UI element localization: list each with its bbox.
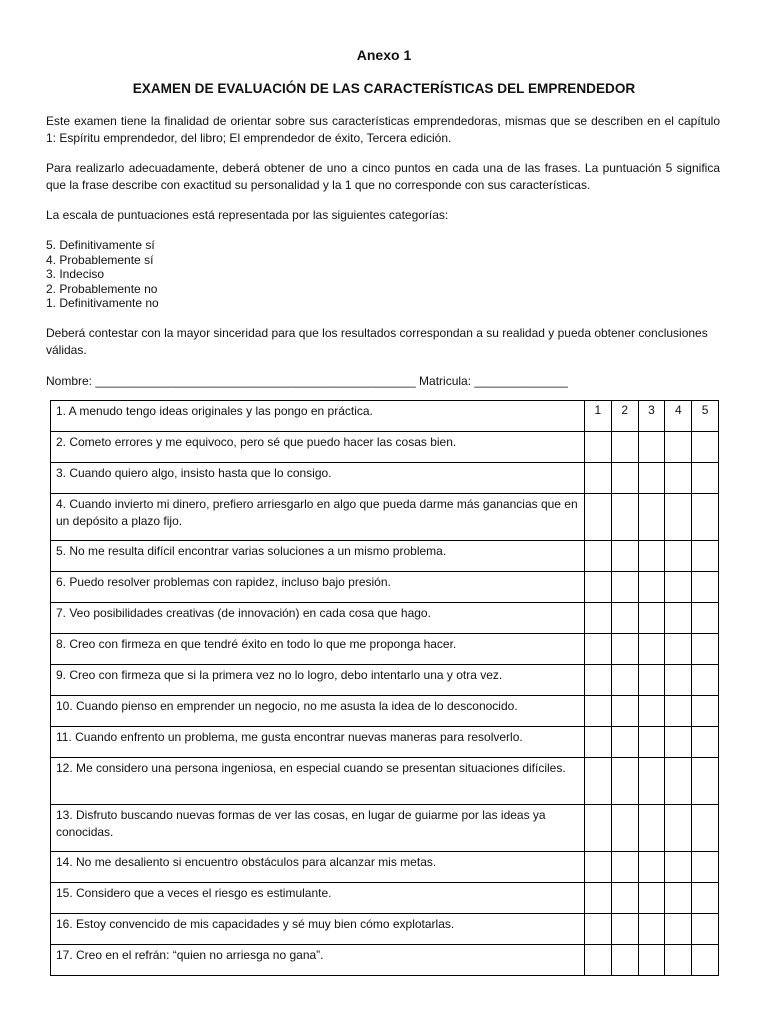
score-cell[interactable] bbox=[585, 945, 612, 976]
score-cell[interactable] bbox=[585, 914, 612, 945]
score-cell[interactable] bbox=[692, 494, 719, 541]
score-cell[interactable] bbox=[638, 665, 665, 696]
score-cell[interactable] bbox=[611, 852, 638, 883]
score-cell[interactable] bbox=[585, 696, 612, 727]
score-cell[interactable] bbox=[585, 432, 612, 463]
score-cell[interactable] bbox=[611, 727, 638, 758]
score-cell[interactable] bbox=[692, 852, 719, 883]
score-cell[interactable] bbox=[585, 634, 612, 665]
score-cell[interactable] bbox=[611, 463, 638, 494]
score-cell[interactable] bbox=[638, 432, 665, 463]
score-cell[interactable] bbox=[665, 665, 692, 696]
score-cell[interactable] bbox=[611, 494, 638, 541]
score-cell[interactable] bbox=[638, 696, 665, 727]
score-cell[interactable] bbox=[665, 432, 692, 463]
score-cell[interactable] bbox=[585, 603, 612, 634]
table-row bbox=[51, 805, 719, 852]
table-row bbox=[51, 696, 719, 727]
table-row bbox=[51, 603, 719, 634]
intro-paragraph-1: Este examen tiene la finalidad de orientar sobre sus características emprendedoras, mismas que se describen en el capítulo 1: Espíritu emprendedor, del libro; El emprendedor de éxito, Tercera edición. bbox=[46, 114, 720, 145]
score-cell[interactable] bbox=[692, 914, 719, 945]
question-cell: 16. Estoy convencido de mis capacidades y sé muy bien cómo explotarlas. bbox=[51, 914, 585, 945]
score-header-cell: 4 bbox=[665, 401, 692, 432]
nombre-label: Nombre: bbox=[46, 374, 96, 388]
score-header-cell: 2 bbox=[611, 401, 638, 432]
exam-table bbox=[50, 400, 719, 976]
score-cell[interactable] bbox=[611, 696, 638, 727]
score-cell[interactable] bbox=[638, 603, 665, 634]
score-cell[interactable] bbox=[611, 665, 638, 696]
table-row bbox=[51, 665, 719, 696]
score-cell[interactable] bbox=[638, 805, 665, 852]
scale-item: 3. Indeciso bbox=[46, 267, 105, 282]
score-cell[interactable] bbox=[692, 541, 719, 572]
score-cell[interactable] bbox=[665, 634, 692, 665]
score-cell[interactable] bbox=[611, 572, 638, 603]
score-cell[interactable] bbox=[585, 665, 612, 696]
score-cell[interactable] bbox=[665, 494, 692, 541]
score-cell[interactable] bbox=[585, 852, 612, 883]
score-cell[interactable] bbox=[585, 541, 612, 572]
score-cell[interactable] bbox=[665, 603, 692, 634]
question-cell: 11. Cuando enfrento un problema, me gusta encontrar nuevas maneras para resolverlo. bbox=[51, 727, 585, 758]
question-cell: 9. Creo con firmeza que si la primera vez no lo logro, debo intentarlo una y otra vez. bbox=[51, 665, 585, 696]
score-cell[interactable] bbox=[638, 883, 665, 914]
document-title: EXAMEN DE EVALUACIÓN DE LAS CARACTERÍSTICAS DEL EMPRENDEDOR bbox=[132, 81, 636, 96]
score-cell[interactable] bbox=[638, 494, 665, 541]
question-cell: 17. Creo en el refrán: “quien no arriesga no gana”. bbox=[51, 945, 585, 976]
score-cell[interactable] bbox=[665, 883, 692, 914]
score-cell[interactable] bbox=[692, 727, 719, 758]
score-cell[interactable] bbox=[638, 945, 665, 976]
score-cell[interactable] bbox=[611, 603, 638, 634]
question-cell: 12. Me considero una persona ingeniosa, en especial cuando se presentan situaciones difíciles. bbox=[51, 758, 585, 805]
score-header-cell: 5 bbox=[692, 401, 719, 432]
score-cell[interactable] bbox=[665, 572, 692, 603]
score-cell[interactable] bbox=[585, 494, 612, 541]
intro-paragraph-4: Deberá contestar con la mayor sinceridad para que los resultados correspondan a su realidad y pueda obtener conclusiones válidas. bbox=[46, 326, 708, 357]
score-cell[interactable] bbox=[665, 805, 692, 852]
table-row bbox=[51, 401, 719, 432]
matricula-field[interactable]: ______________ bbox=[474, 374, 568, 388]
scale-item: 1. Definitivamente no bbox=[46, 296, 159, 311]
name-matricula-line bbox=[46, 374, 568, 388]
score-cell[interactable] bbox=[692, 758, 719, 805]
table-row bbox=[51, 945, 719, 976]
table-row bbox=[51, 541, 719, 572]
scale-item: 5. Definitivamente sí bbox=[46, 238, 155, 252]
intro-paragraph-3: La escala de puntuaciones está representada por las siguientes categorías: bbox=[46, 208, 449, 222]
question-cell: 5. No me resulta difícil encontrar varias soluciones a un mismo problema. bbox=[51, 541, 585, 572]
score-cell[interactable] bbox=[638, 634, 665, 665]
table-row bbox=[51, 432, 719, 463]
score-cell[interactable] bbox=[585, 727, 612, 758]
score-cell[interactable] bbox=[611, 945, 638, 976]
table-row bbox=[51, 463, 719, 494]
question-cell: 7. Veo posibilidades creativas (de innovación) en cada cosa que hago. bbox=[51, 603, 585, 634]
table-row bbox=[51, 914, 719, 945]
score-cell[interactable] bbox=[611, 634, 638, 665]
score-cell[interactable] bbox=[692, 603, 719, 634]
score-cell[interactable] bbox=[692, 572, 719, 603]
score-cell[interactable] bbox=[611, 883, 638, 914]
score-cell[interactable] bbox=[665, 758, 692, 805]
score-cell[interactable] bbox=[611, 914, 638, 945]
score-cell[interactable] bbox=[638, 758, 665, 805]
question-cell: 3. Cuando quiero algo, insisto hasta que lo consigo. bbox=[51, 463, 585, 494]
scale-item: 4. Probablemente sí bbox=[46, 252, 154, 267]
table-row bbox=[51, 758, 719, 805]
score-header-cell: 1 bbox=[585, 401, 612, 432]
score-cell[interactable] bbox=[692, 883, 719, 914]
nombre-field[interactable]: ________________________________________________ bbox=[95, 374, 416, 388]
question-cell: 1. A menudo tengo ideas originales y las pongo en práctica. bbox=[51, 401, 585, 432]
table-row bbox=[51, 572, 719, 603]
score-cell[interactable] bbox=[611, 541, 638, 572]
score-cell[interactable] bbox=[692, 696, 719, 727]
annex-label: Anexo 1 bbox=[356, 47, 412, 63]
table-row bbox=[51, 852, 719, 883]
score-cell[interactable] bbox=[638, 541, 665, 572]
score-cell[interactable] bbox=[585, 758, 612, 805]
table-row bbox=[51, 634, 719, 665]
table-row bbox=[51, 727, 719, 758]
question-cell: 15. Considero que a veces el riesgo es estimulante. bbox=[51, 883, 585, 914]
question-cell: 13. Disfruto buscando nuevas formas de ver las cosas, en lugar de guiarme por las ideas ya conocidas. bbox=[51, 805, 585, 852]
scale-item: 2. Probablemente no bbox=[46, 281, 158, 296]
question-cell: 2. Cometo errores y me equivoco, pero sé que puedo hacer las cosas bien. bbox=[51, 432, 585, 463]
score-cell[interactable] bbox=[665, 727, 692, 758]
score-cell[interactable] bbox=[665, 696, 692, 727]
score-cell[interactable] bbox=[665, 541, 692, 572]
score-cell[interactable] bbox=[611, 758, 638, 805]
score-cell[interactable] bbox=[665, 852, 692, 883]
score-cell[interactable] bbox=[692, 463, 719, 494]
score-cell[interactable] bbox=[692, 432, 719, 463]
question-cell: 8. Creo con firmeza en que tendré éxito en todo lo que me proponga hacer. bbox=[51, 634, 585, 665]
score-cell[interactable] bbox=[692, 945, 719, 976]
score-cell[interactable] bbox=[692, 634, 719, 665]
score-cell[interactable] bbox=[638, 852, 665, 883]
score-header-cell: 3 bbox=[638, 401, 665, 432]
score-cell[interactable] bbox=[665, 914, 692, 945]
score-cell[interactable] bbox=[638, 727, 665, 758]
score-cell[interactable] bbox=[611, 432, 638, 463]
score-cell[interactable] bbox=[638, 914, 665, 945]
score-cell[interactable] bbox=[585, 805, 612, 852]
score-cell[interactable] bbox=[665, 945, 692, 976]
score-scale-list bbox=[46, 238, 159, 311]
intro-paragraph-2: Para realizarlo adecuadamente, deberá obtener de uno a cinco puntos en cada una de las frases. La puntuación 5 significa que la frase describe con exactitud su personalidad y la 1 que no corresponde con sus características. bbox=[46, 161, 720, 192]
score-cell[interactable] bbox=[585, 883, 612, 914]
table-row bbox=[51, 494, 719, 541]
matricula-label: Matricula: bbox=[415, 374, 475, 388]
score-cell[interactable] bbox=[692, 665, 719, 696]
question-cell: 10. Cuando pienso en emprender un negocio, no me asusta la idea de lo desconocido. bbox=[51, 696, 585, 727]
table-row bbox=[51, 883, 719, 914]
score-cell[interactable] bbox=[585, 463, 612, 494]
question-cell: 4. Cuando invierto mi dinero, prefiero arriesgarlo en algo que pueda darme más ganancias que en un depósito a plazo fijo. bbox=[51, 494, 585, 541]
score-cell[interactable] bbox=[638, 463, 665, 494]
question-cell: 14. No me desaliento si encuentro obstáculos para alcanzar mis metas. bbox=[51, 852, 585, 883]
score-cell[interactable] bbox=[611, 805, 638, 852]
question-cell: 6. Puedo resolver problemas con rapidez, incluso bajo presión. bbox=[51, 572, 585, 603]
score-cell[interactable] bbox=[638, 572, 665, 603]
score-cell[interactable] bbox=[585, 572, 612, 603]
score-cell[interactable] bbox=[665, 463, 692, 494]
score-cell[interactable] bbox=[692, 805, 719, 852]
